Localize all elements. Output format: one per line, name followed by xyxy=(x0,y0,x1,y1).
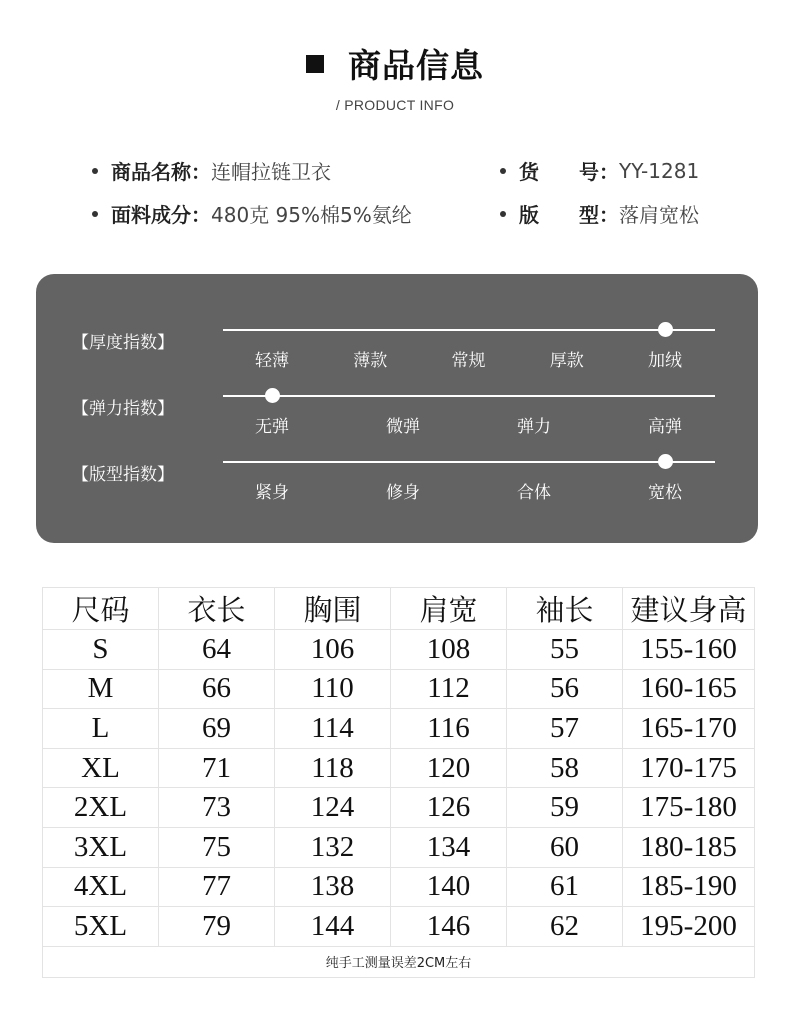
index-scale-line xyxy=(223,461,715,463)
table-cell: XL xyxy=(43,748,159,788)
table-cell: 118 xyxy=(275,748,391,788)
index-row-elasticity xyxy=(36,386,758,446)
table-cell: 195-200 xyxy=(623,907,755,947)
table-row xyxy=(43,867,755,907)
table-cell: 64 xyxy=(159,630,275,670)
table-cell: 55 xyxy=(507,630,623,670)
table-cell: 112 xyxy=(391,669,507,709)
table-cell: 110 xyxy=(275,669,391,709)
spec-label: 版 型： xyxy=(519,203,619,227)
table-cell: 79 xyxy=(159,907,275,947)
table-cell: 57 xyxy=(507,709,623,749)
index-option: 合体 xyxy=(517,483,551,503)
table-row xyxy=(43,748,755,788)
table-row xyxy=(43,827,755,867)
table-cell: 114 xyxy=(275,709,391,749)
index-option: 微弹 xyxy=(386,417,420,437)
column-header: 建议身高 xyxy=(623,588,755,630)
table-note-row xyxy=(43,946,755,977)
index-label: 【版型指数】 xyxy=(72,465,174,485)
column-header: 袖长 xyxy=(507,588,623,630)
index-marker-dot xyxy=(658,322,673,337)
table-cell: 56 xyxy=(507,669,623,709)
table-cell: 66 xyxy=(159,669,275,709)
table-cell: L xyxy=(43,709,159,749)
table-cell: 146 xyxy=(391,907,507,947)
table-cell: 134 xyxy=(391,827,507,867)
page-title: 商品信息 xyxy=(348,46,484,85)
table-cell: 155-160 xyxy=(623,630,755,670)
spec-label: 商品名称： xyxy=(111,160,211,184)
table-cell: S xyxy=(43,630,159,670)
page-header xyxy=(0,40,790,113)
table-cell: 140 xyxy=(391,867,507,907)
table-cell: 175-180 xyxy=(623,788,755,828)
index-scale-line xyxy=(223,329,715,331)
title-row xyxy=(0,40,790,87)
index-marker-dot xyxy=(265,388,280,403)
table-cell: 180-185 xyxy=(623,827,755,867)
table-cell: 124 xyxy=(275,788,391,828)
index-scale-line xyxy=(223,395,715,397)
column-header: 肩宽 xyxy=(391,588,507,630)
table-cell: M xyxy=(43,669,159,709)
index-option: 弹力 xyxy=(517,417,551,437)
table-cell: 165-170 xyxy=(623,709,755,749)
table-cell: 132 xyxy=(275,827,391,867)
table-row xyxy=(43,669,755,709)
spec-value: 连帽拉链卫衣 xyxy=(211,160,331,184)
spec-value: 480克 95%棉5%氨纶 xyxy=(211,203,412,227)
bullet-icon xyxy=(500,168,506,174)
table-cell: 108 xyxy=(391,630,507,670)
column-header: 尺码 xyxy=(43,588,159,630)
index-option: 宽松 xyxy=(648,483,682,503)
table-cell: 73 xyxy=(159,788,275,828)
spec-fabric xyxy=(92,199,412,228)
size-table-header xyxy=(43,588,755,630)
table-cell: 58 xyxy=(507,748,623,788)
index-option: 无弹 xyxy=(255,417,289,437)
table-cell: 5XL xyxy=(43,907,159,947)
table-row xyxy=(43,788,755,828)
bullet-icon xyxy=(500,211,506,217)
table-cell: 4XL xyxy=(43,867,159,907)
table-cell: 144 xyxy=(275,907,391,947)
table-cell: 60 xyxy=(507,827,623,867)
spec-label: 面料成分： xyxy=(111,203,211,227)
table-cell: 61 xyxy=(507,867,623,907)
table-row xyxy=(43,709,755,749)
index-panel xyxy=(36,274,758,543)
table-cell: 138 xyxy=(275,867,391,907)
index-row-thickness xyxy=(36,320,758,380)
index-option: 常规 xyxy=(451,351,486,371)
table-cell: 126 xyxy=(391,788,507,828)
bullet-icon xyxy=(92,168,98,174)
table-cell: 75 xyxy=(159,827,275,867)
index-option: 厚款 xyxy=(549,351,584,371)
index-option: 薄款 xyxy=(353,351,388,371)
table-row xyxy=(43,907,755,947)
page-subtitle: / PRODUCT INFO xyxy=(335,97,455,113)
index-option: 高弹 xyxy=(648,417,682,437)
table-cell: 160-165 xyxy=(623,669,755,709)
bullet-icon xyxy=(92,211,98,217)
table-cell: 2XL xyxy=(43,788,159,828)
table-cell: 106 xyxy=(275,630,391,670)
spec-item-number xyxy=(500,156,699,185)
table-cell: 116 xyxy=(391,709,507,749)
measurement-note: 纯手工测量误差2CM左右 xyxy=(43,946,755,977)
square-marker-icon xyxy=(306,55,324,73)
table-cell: 62 xyxy=(507,907,623,947)
table-row xyxy=(43,630,755,670)
index-label: 【厚度指数】 xyxy=(72,333,174,353)
spec-fit xyxy=(500,199,699,228)
table-cell: 120 xyxy=(391,748,507,788)
index-option: 加绒 xyxy=(648,351,682,371)
table-cell: 69 xyxy=(159,709,275,749)
index-option: 轻薄 xyxy=(255,351,289,371)
index-option: 紧身 xyxy=(255,483,289,503)
index-label: 【弹力指数】 xyxy=(72,399,174,419)
spec-value: 落肩宽松 xyxy=(619,203,699,227)
column-header: 胸围 xyxy=(275,588,391,630)
spec-product-name xyxy=(92,156,331,185)
spec-value: YY-1281 xyxy=(619,158,700,183)
spec-label: 货 号： xyxy=(519,160,619,184)
table-cell: 71 xyxy=(159,748,275,788)
index-row-fit xyxy=(36,452,758,512)
size-table xyxy=(42,587,755,978)
table-cell: 3XL xyxy=(43,827,159,867)
index-option: 修身 xyxy=(386,483,420,503)
table-cell: 170-175 xyxy=(623,748,755,788)
column-header: 衣长 xyxy=(159,588,275,630)
table-cell: 77 xyxy=(159,867,275,907)
index-marker-dot xyxy=(658,454,673,469)
table-cell: 59 xyxy=(507,788,623,828)
table-cell: 185-190 xyxy=(623,867,755,907)
